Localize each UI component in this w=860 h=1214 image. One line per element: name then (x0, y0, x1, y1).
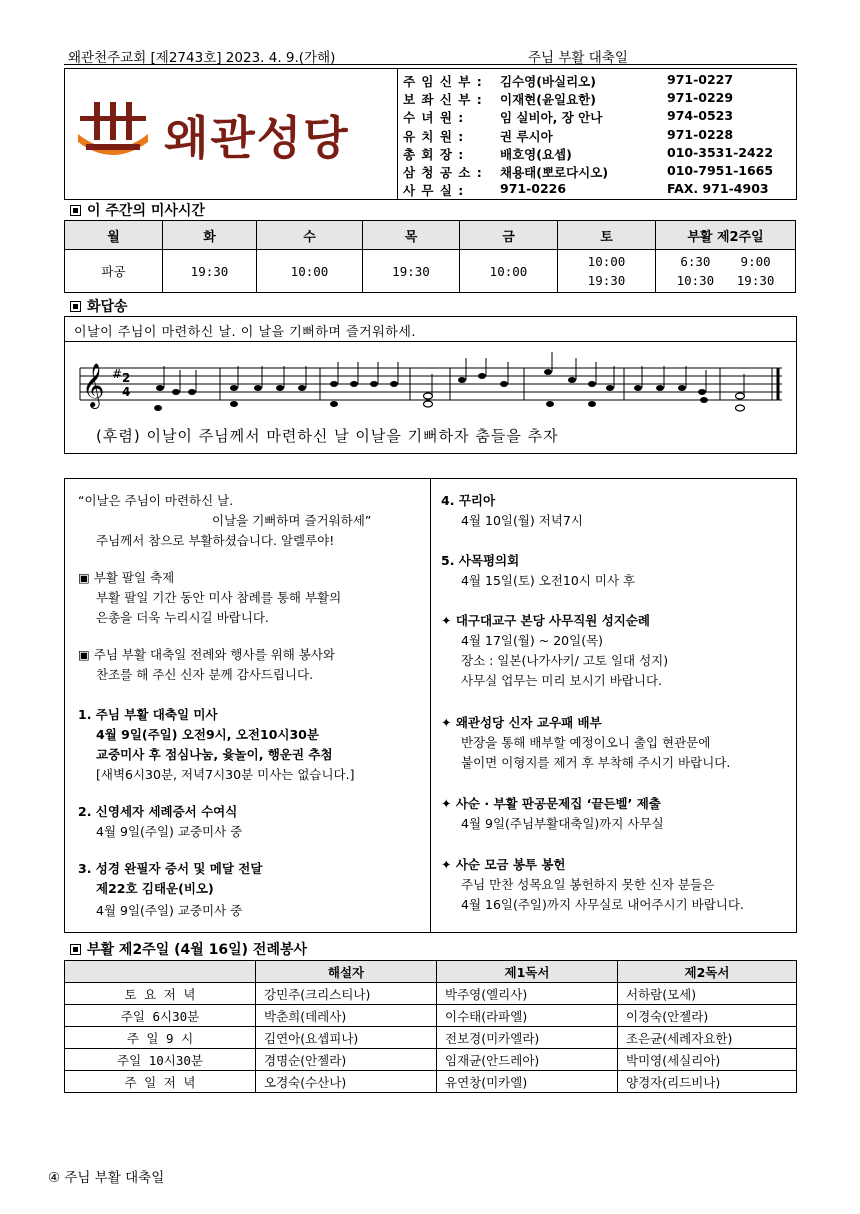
octave-line-1: 부활 팔일 기간 동안 미사 참례를 통해 부활의 (96, 590, 342, 605)
service-header-reading1: 제1독서 (437, 961, 618, 983)
feast-title: 주님 부활 대축일 (528, 50, 628, 66)
square-bullet-icon (70, 205, 81, 216)
service-row (65, 1071, 797, 1093)
octave-title: ▣ 부활 팔일 축제 (78, 570, 175, 585)
item1-title: 1. 주님 부활 대축일 미사 (78, 707, 218, 722)
day-thu: 목 (363, 221, 460, 250)
contact-phone: FAX. 971-4903 (667, 181, 769, 197)
service-title: 부활 제2주일 (4월 16일) 전례봉사 (87, 942, 308, 958)
contact-name: 971-0226 (500, 181, 567, 197)
commentator: 박춘희(데레사) (256, 1005, 437, 1027)
service-header-row (65, 961, 797, 983)
second-reader: 이경숙(안젤라) (618, 1005, 797, 1027)
mass-table (64, 220, 796, 293)
contact-phone: 010-7951-1665 (667, 163, 774, 178)
service-row (65, 1027, 797, 1049)
first-reader: 유연창(미카엘) (437, 1071, 618, 1093)
mass-time-row (65, 250, 796, 293)
contact-name: 권 루시아 (500, 128, 553, 144)
service-header-commentator: 해설자 (256, 961, 437, 983)
service-header-reading2: 제2독서 (618, 961, 797, 983)
item2-line-1: 4월 9일(주일) 교중미사 중 (96, 824, 243, 839)
contact-phone: 971-0228 (667, 126, 734, 142)
contact-name: 이재현(윤일요한) (500, 92, 596, 108)
service-time: 주일 6시30분 (65, 1005, 256, 1027)
second-reader: 박미영(세실리아) (618, 1049, 797, 1071)
time-sat (558, 250, 656, 293)
contact-name: 채용태(뽀로다시오) (500, 165, 609, 180)
service-table (64, 960, 797, 1093)
mass-header-row (65, 221, 796, 250)
item3-line-2: 4월 9일(주일) 교중미사 중 (96, 903, 243, 918)
easter-quote-1: “이날은 주님이 마련하신 날. (78, 493, 234, 508)
header-rule (64, 64, 797, 65)
notices-divider (430, 478, 431, 933)
contact-name: 배호영(요셉) (500, 146, 572, 162)
time-sat-2: 19:30 (587, 273, 626, 288)
service-section-title (70, 939, 307, 959)
time-fri: 10:00 (460, 250, 558, 293)
psalm-lyrics: (후렴) 이날이 주님께서 마련하신 날 이날을 기뻐하자 춤들을 추자 (96, 427, 559, 445)
contact-role: 유 치 원 : (403, 128, 465, 144)
time-sun-1: 6:30 9:00 (680, 254, 771, 269)
plaque-line-1: 반장을 통해 배부할 예정이오니 출입 현관문에 (461, 735, 711, 750)
logo (76, 96, 386, 166)
service-row (65, 1049, 797, 1071)
contact-role: 사 무 실 : (403, 183, 465, 199)
mass-title: 이 주간의 미사시간 (87, 203, 205, 219)
easter-quote-2: 이날을 기뻐하며 즐거워하세” (212, 513, 372, 528)
contact-role: 수 녀 원 : (403, 110, 465, 126)
commentator: 오경숙(수산나) (256, 1071, 437, 1093)
time-sun (656, 250, 796, 293)
item4-line-1: 4월 10일(월) 저녁7시 (461, 513, 583, 528)
day-wed: 수 (257, 221, 363, 250)
svg-text:#: # (112, 367, 123, 381)
thanks-line-1: ▣ 주님 부활 대축일 전례와 행사를 위해 봉사와 (78, 647, 335, 662)
pilgrimage-title: ✦ 대구대교구 본당 사무직원 성지순례 (441, 613, 651, 628)
item3-title: 3. 성경 완필자 증서 및 메달 전달 (78, 861, 263, 876)
pilgrimage-line-3: 사무실 업무는 미리 보시기 바랍니다. (461, 673, 662, 688)
day-sat: 토 (558, 221, 656, 250)
workbook-title: ✦ 사순 · 부활 판공문제집 ‘끝든벨’ 제출 (441, 796, 661, 811)
contact-name: 김수영(바실리오) (500, 74, 596, 89)
second-reader: 서하람(모세) (618, 983, 797, 1005)
service-header-empty (65, 961, 256, 983)
offering-title: ✦ 사순 모금 봉투 봉헌 (441, 857, 566, 872)
time-sat-1: 10:00 (587, 254, 626, 269)
time-thu: 19:30 (363, 250, 460, 293)
first-reader: 임재균(안드레아) (437, 1049, 618, 1071)
service-time: 주일 10시30분 (65, 1049, 256, 1071)
time-mon: 파공 (65, 250, 163, 293)
time-sun-2: 10:30 19:30 (676, 273, 775, 288)
item2-title: 2. 신영세자 세례증서 수여식 (78, 804, 238, 819)
contact-phone: 971-0227 (667, 72, 734, 87)
first-reader: 전보경(미카엘라) (437, 1027, 618, 1049)
pilgrimage-line-2: 장소 : 일본(나가사키/ 고토 일대 성지) (461, 653, 669, 668)
service-time: 토 요 저 녁 (65, 983, 256, 1005)
thanks-line-2: 찬조를 해 주신 신자 분께 감사드립니다. (96, 667, 314, 682)
svg-text:𝄞: 𝄞 (82, 363, 105, 407)
square-bullet-icon (70, 944, 81, 955)
commentator: 경명순(안젤라) (256, 1049, 437, 1071)
item3-line-1: 제22호 김태운(비오) (96, 881, 214, 896)
item5-title: 5. 사목평의회 (441, 553, 520, 568)
offering-line-2: 4월 16일(주일)까지 사무실로 내어주시기 바랍니다. (461, 897, 744, 912)
page-footer: ④ 주님 부활 대축일 (48, 1170, 165, 1186)
service-row (65, 983, 797, 1005)
item1-line-2: 교중미사 후 점심나눔, 윷놀이, 행운권 추첨 (96, 747, 333, 762)
contact-name: 임 실비아, 장 안나 (500, 110, 603, 126)
svg-text:4: 4 (122, 385, 131, 399)
service-time: 주 일 9 시 (65, 1027, 256, 1049)
item5-line-1: 4월 15일(토) 오전10시 미사 후 (461, 573, 636, 588)
first-reader: 이수태(라파엘) (437, 1005, 618, 1027)
issue-info: 왜관천주교회 [제2743호] 2023. 4. 9.(가해) (68, 50, 336, 66)
service-time: 주 일 저 녁 (65, 1071, 256, 1093)
masthead-divider (397, 68, 398, 200)
psalm-text: 이날이 주님이 마련하신 날. 이 날을 기뻐하며 즐거워하세. (74, 325, 417, 340)
psalm-section-title (70, 296, 128, 316)
offering-line-1: 주님 만찬 성목요일 봉헌하지 못한 신자 분들은 (461, 877, 715, 892)
second-reader: 조은균(세례자요한) (618, 1027, 797, 1049)
time-wed: 10:00 (257, 250, 363, 293)
item4-title: 4. 꾸리아 (441, 493, 496, 508)
workbook-line-1: 4월 9일(주님부활대축일)까지 사무실 (461, 816, 664, 831)
logo-text: 왜관성당 (164, 111, 350, 165)
contact-role: 보 좌 신 부 : (403, 92, 483, 108)
psalm-divider (64, 341, 797, 342)
psalm-title: 화답송 (87, 299, 128, 315)
easter-greeting: 주님께서 참으로 부활하셨습니다. 알렐루야! (96, 533, 335, 548)
day-mon: 월 (65, 221, 163, 250)
plaque-title: ✦ 왜관성당 신자 교우패 배부 (441, 715, 602, 730)
day-sun: 부활 제2주일 (656, 221, 796, 250)
contact-role: 삼 청 공 소 : (403, 165, 483, 180)
item1-line-1: 4월 9일(주일) 오전9시, 오전10시30분 (96, 727, 319, 742)
psalm-music-staff (72, 352, 788, 422)
contact-role: 총 회 장 : (403, 146, 465, 162)
commentator: 김연아(요셉피나) (256, 1027, 437, 1049)
service-row (65, 1005, 797, 1027)
plaque-line-2: 붙이면 이형지를 제거 후 부착해 주시기 바랍니다. (461, 755, 731, 770)
octave-line-2: 은총을 더욱 누리시길 바랍니다. (96, 610, 269, 625)
time-tue: 19:30 (163, 250, 257, 293)
contact-phone: 974-0523 (667, 108, 734, 124)
contact-phone: 971-0229 (667, 90, 734, 106)
square-bullet-icon (70, 301, 81, 312)
svg-text:2: 2 (122, 371, 131, 385)
church-logo-icon (76, 102, 150, 160)
contact-role: 주 임 신 부 : (403, 74, 483, 89)
commentator: 강민주(크리스티나) (256, 983, 437, 1005)
item1-line-3: [새벽6시30분, 저녁7시30분 미사는 없습니다.] (96, 767, 355, 782)
pilgrimage-line-1: 4월 17일(월) ~ 20일(목) (461, 633, 604, 648)
second-reader: 양경자(리드비나) (618, 1071, 797, 1093)
mass-section-title (70, 200, 205, 220)
day-tue: 화 (163, 221, 257, 250)
day-fri: 금 (460, 221, 558, 250)
first-reader: 박주영(엘리사) (437, 983, 618, 1005)
contact-phone: 010-3531-2422 (667, 144, 774, 160)
